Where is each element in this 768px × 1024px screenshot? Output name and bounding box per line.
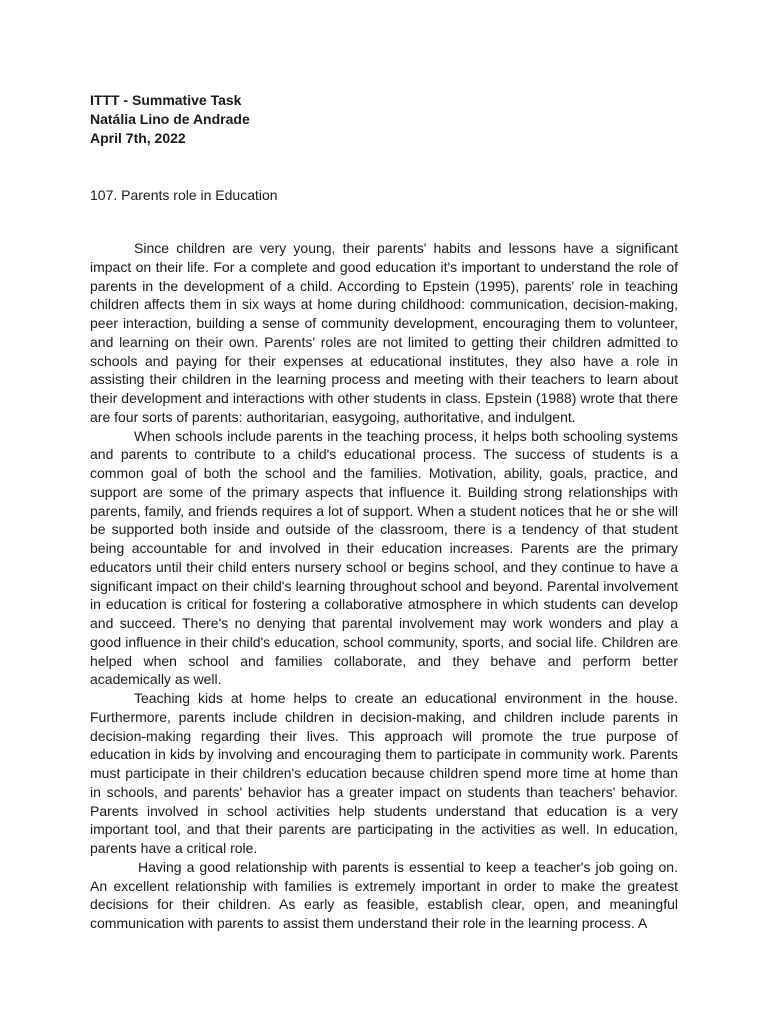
course-title: ITTT - Summative Task [90,92,242,108]
document-date: April 7th, 2022 [90,130,186,146]
essay-subject: 107. Parents role in Education [90,187,278,203]
essay-body [90,239,678,933]
document-page [90,91,678,931]
paragraph-1: Since children are very young, their parents' habits and lessons have a significant impact on their life. For a complete and good education it's important to understand the role of parents in the development of a child. According to Epstein (1995), parents' role in teaching children affects them in six ways at home during childhood: communication, decision-making, peer interaction, building a sense of community development, encouraging them to volunteer, and learning on their own. Parents' roles are not limited to getting their children admitted to schools and paying for their expenses at educational institutes, they also have a role in assisting their children in the learning process and meeting with their teachers to learn about their development and interactions with other students in class. Epstein (1988) wrote that there are four sorts of parents: authoritarian, easygoing, authoritative, and indulgent. [90,240,678,425]
paragraph-3: Teaching kids at home helps to create an educational environment in the house. Furthermore, parents include children in decision-making, and children include parents in decision-making regarding their lives. This approach will promote the true purpose of education in kids by involving and encouraging them to participate in community work. Parents must participate in their children's education because children spend more time at home than in schools, and parents' behavior has a greater impact on students than teachers' behavior. Parents involved in school activities help students understand that education is a very important tool, and that their parents are participating in the activities as well. In education, parents have a critical role. [90,690,678,856]
paragraph-2: When schools include parents in the teaching process, it helps both schooling systems and parents to contribute to a child's educational process. The success of students is a common goal of both the school and the families. Motivation, ability, goals, practice, and support are some of the primary aspects that influence it. Building strong relationships with parents, family, and friends requires a lot of support. When a student notices that he or she will be supported both inside and outside of the classroom, there is a tendency of that student being accountable for and involved in their education increases. Parents are the primary educators until their child enters nursery school or begins school, and they continue to have a significant impact on their child's learning throughout school and beyond. Parental involvement in education is critical for fostering a collaborative atmosphere in which students can develop and succeed. There's no denying that parental involvement may work wonders and play a good influence in their child's education, school community, sports, and social life. Children are helped when school and families collaborate, and they behave and perform better academically as well. [90,427,678,688]
paragraph-4: Having a good relationship with parents is essential to keep a teacher's job going on. An excellent relationship with families is extremely important in order to make the greatest decisions for their children. As early as feasible, establish clear, open, and meaningful communication with parents to assist them understand their role in the learning process. A [90,858,678,931]
author-name: Natália Lino de Andrade [90,111,250,127]
